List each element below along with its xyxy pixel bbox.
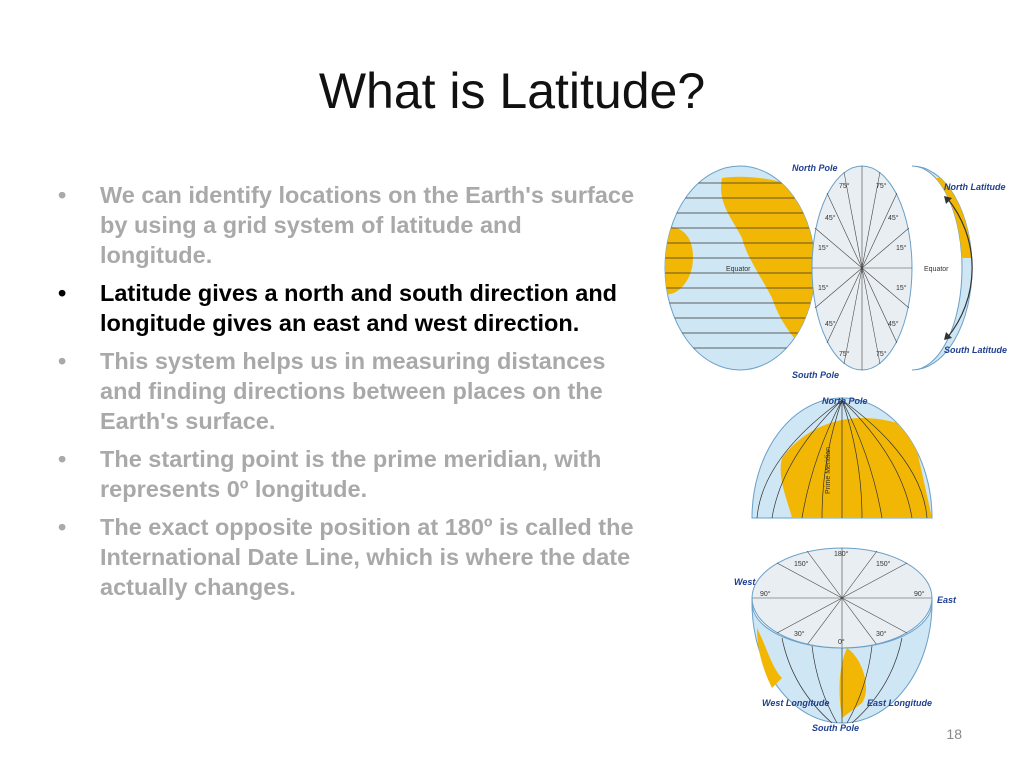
svg-text:90°: 90° [914,591,925,598]
bullet-item [58,278,638,338]
bullet-dot: • [58,348,67,374]
svg-text:90°: 90° [760,591,771,598]
north-latitude-label: North Latitude [944,182,1006,192]
bullet-text: Latitude gives a north and south direction and longitude gives an east and west direction. [100,280,618,336]
slide-title: What is Latitude? [318,63,706,119]
svg-text:15°: 15° [818,245,829,252]
svg-text:0°: 0° [838,639,845,646]
svg-text:15°: 15° [896,285,907,292]
bullet-dot: • [58,514,67,540]
west-longitude-label: West Longitude [762,698,830,708]
svg-text:45°: 45° [825,215,836,222]
bullet-dot: • [58,446,67,472]
svg-text:150°: 150° [794,561,809,568]
svg-text:30°: 30° [876,631,887,638]
page-number: 18 [946,726,962,742]
west-label: West [734,577,756,587]
east-label: East [937,595,957,605]
svg-text:30°: 30° [794,631,805,638]
longitude-equator-disk [752,548,932,648]
svg-text:75°: 75° [839,351,850,358]
south-latitude-label: South Latitude [944,345,1007,355]
svg-text:15°: 15° [818,285,829,292]
east-longitude-label: East Longitude [867,698,932,708]
bullet-item [58,512,638,602]
svg-text:45°: 45° [888,215,899,222]
south-pole-label: South Pole [792,370,839,380]
north-pole-label: North Pole [792,163,838,173]
bullet-item [58,346,638,436]
bullet-dot: • [58,182,67,208]
longitude-globe-top [752,396,932,518]
svg-text:15°: 15° [896,245,907,252]
svg-text:75°: 75° [876,351,887,358]
latitude-cross-section [812,166,982,370]
equator-right-label: Equator [924,266,949,273]
bullet-text: We can identify locations on the Earth's surface by using a grid system of latitude and longitude. [100,182,635,268]
bullet-item [58,444,638,504]
svg-text:45°: 45° [825,321,836,328]
bullet-text: The exact opposite position at 180º is called the International Date Line, which is where the date actually changes. [100,514,634,600]
bullet-dot: • [58,280,67,306]
bullet-text: This system helps us in measuring distances and finding directions between places on the Earth's surface. [100,348,606,434]
svg-text:45°: 45° [888,321,899,328]
bullet-text: The starting point is the prime meridian, with represents 0º longitude. [100,446,602,502]
prime-meridian-label: Prime Meridian [825,446,832,494]
south-pole-label-bottom: South Pole [812,723,859,733]
globe-figure [662,158,1007,738]
north-pole-label-bottom: North Pole [822,396,868,406]
latitude-globe-left [662,166,822,370]
svg-text:180°: 180° [834,551,849,558]
svg-text:150°: 150° [876,561,891,568]
bullet-item [58,180,638,270]
svg-text:75°: 75° [839,183,850,190]
svg-text:75°: 75° [876,183,887,190]
equator-label: Equator [726,266,751,273]
bullet-list [58,180,638,610]
